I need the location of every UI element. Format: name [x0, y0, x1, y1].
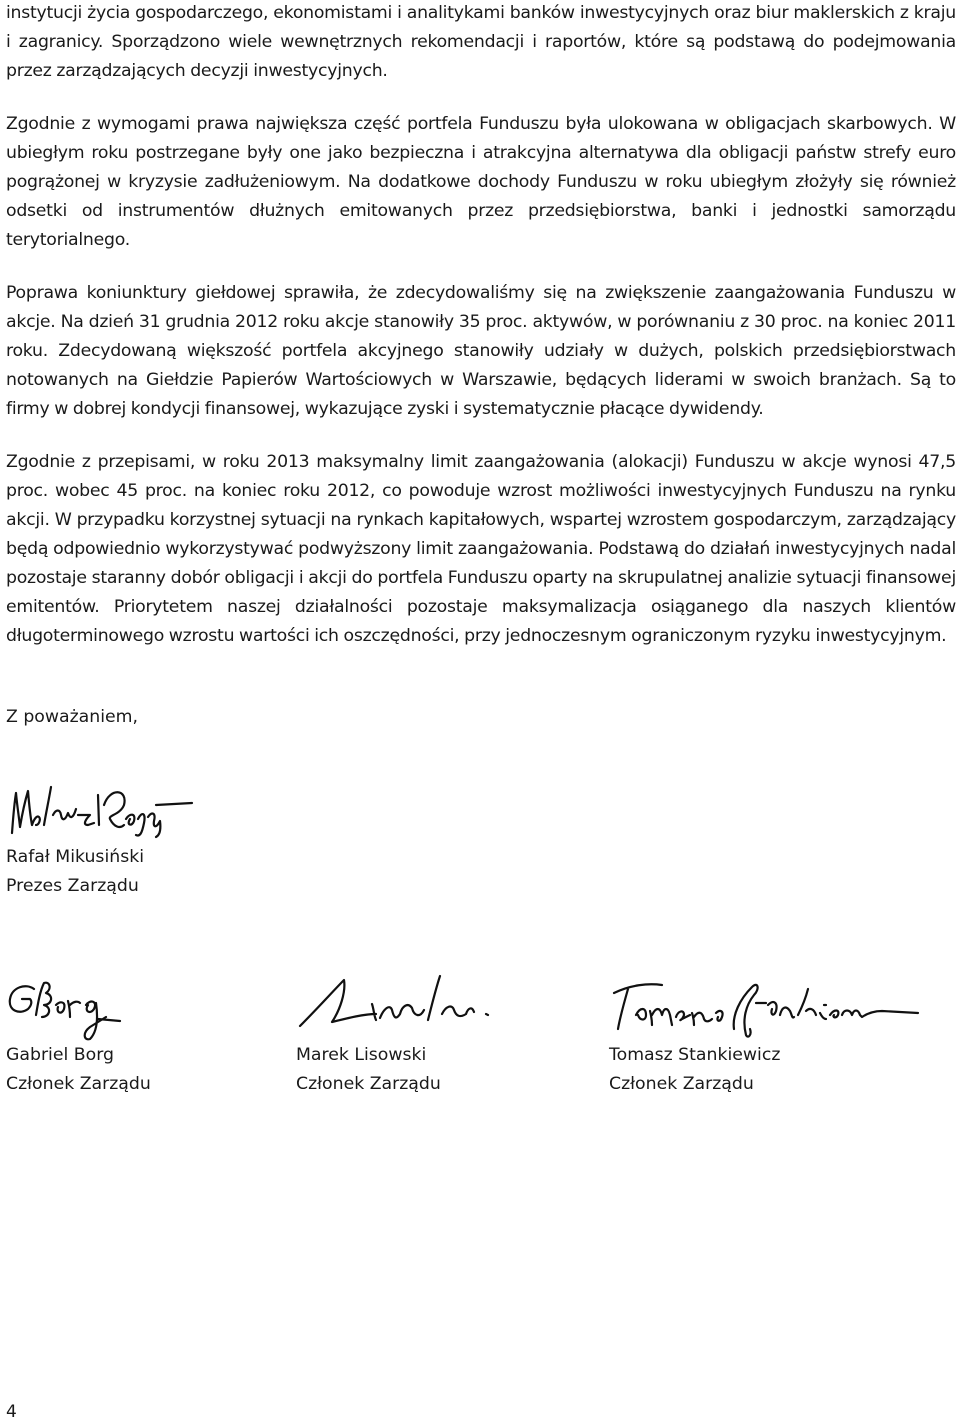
signer-role: Członek Zarządu	[6, 1074, 151, 1094]
paragraph-4: Zgodnie z przepisami, w roku 2013 maksymalny limit zaangażowania (alokacji) Funduszu w akcje wynosi 47,5 proc. wobec 45 proc. na koniec roku 2012, co powoduje wzrost możliwości inwestycyjnych Funduszu na rynku akcji. W przypadku korzystnej sytuacji na rynkach kapitałowych, wspartej wzrostem gospodarczym, zarządzający będą odpowiednio wykorzystywać podwyższony limit zaangażowania. Podstawą do działań inwestycyjnych nadal pozostaje staranny dobór obligacji i akcji do portfela Funduszu oparty na skrupulatnej analizie sytuacji finansowej emitentów. Priorytetem naszej działalności pozostaje maksymalizacja osiąganego dla naszych klientów długoterminowego wzrostu wartości ich oszczędności, przy jednoczesnym ograniczonym ryzyku inwestycyjnym.	[6, 452, 956, 646]
signer-role: Prezes Zarządu	[6, 876, 139, 896]
signer-role: Członek Zarządu	[609, 1074, 754, 1094]
signer-member-2	[296, 1041, 441, 1099]
signer-member-1	[6, 1041, 151, 1099]
signature-member-1	[6, 975, 126, 1045]
signer-role: Członek Zarządu	[296, 1074, 441, 1094]
signer-name: Marek Lisowski	[296, 1045, 427, 1065]
signature-member-2	[296, 970, 496, 1040]
signature-member-3	[606, 975, 926, 1045]
signature-president	[6, 775, 196, 840]
paragraph-1: instytucji życia gospodarczego, ekonomistami i analitykami banków inwestycyjnych oraz biur maklerskich z kraju i zagranicy. Sporządzono wiele wewnętrznych rekomendacji i raportów, które są podstawą do podejmowania przez zarządzających decyzji inwestycyjnych.	[6, 3, 956, 81]
signer-name: Tomasz Stankiewicz	[609, 1045, 781, 1065]
closing-greeting: Z poważaniem,	[6, 707, 138, 727]
signer-member-3	[609, 1041, 780, 1099]
paragraph-3: Poprawa koniunktury giełdowej sprawiła, że zdecydowaliśmy się na zwiększenie zaangażowania Funduszu w akcje. Na dzień 31 grudnia 2012 roku akcje stanowiły 35 proc. aktywów, w porównaniu z 30 proc. na koniec 2011 roku. Zdecydowaną większość portfela akcyjnego stanowiły udziały w dużych, polskich przedsiębiorstwach notowanych na Giełdzie Papierów Wartościowych w Warszawie, będących liderami w swoich branżach. Są to firmy w dobrej kondycji finansowej, wykazujące zyski i systematycznie płacące dywidendy.	[6, 283, 956, 419]
paragraph-2: Zgodnie z wymogami prawa największa część portfela Funduszu była ulokowana w obligacjach skarbowych. W ubiegłym roku postrzegane były one jako bezpieczna i atrakcyjna alternatywa dla obligacji państw strefy euro pogrążonej w kryzysie zadłużeniowym. Na dodatkowe dochody Funduszu w roku ubiegłym złożyły się również odsetki od instrumentów dłużnych emitowanych przez przedsiębiorstwa, banki i jednostki samorządu terytorialnego.	[6, 114, 956, 250]
page-number: 4	[6, 1402, 17, 1422]
signer-president	[6, 843, 144, 901]
signer-name: Gabriel Borg	[6, 1045, 114, 1065]
signer-name: Rafał Mikusiński	[6, 847, 145, 867]
